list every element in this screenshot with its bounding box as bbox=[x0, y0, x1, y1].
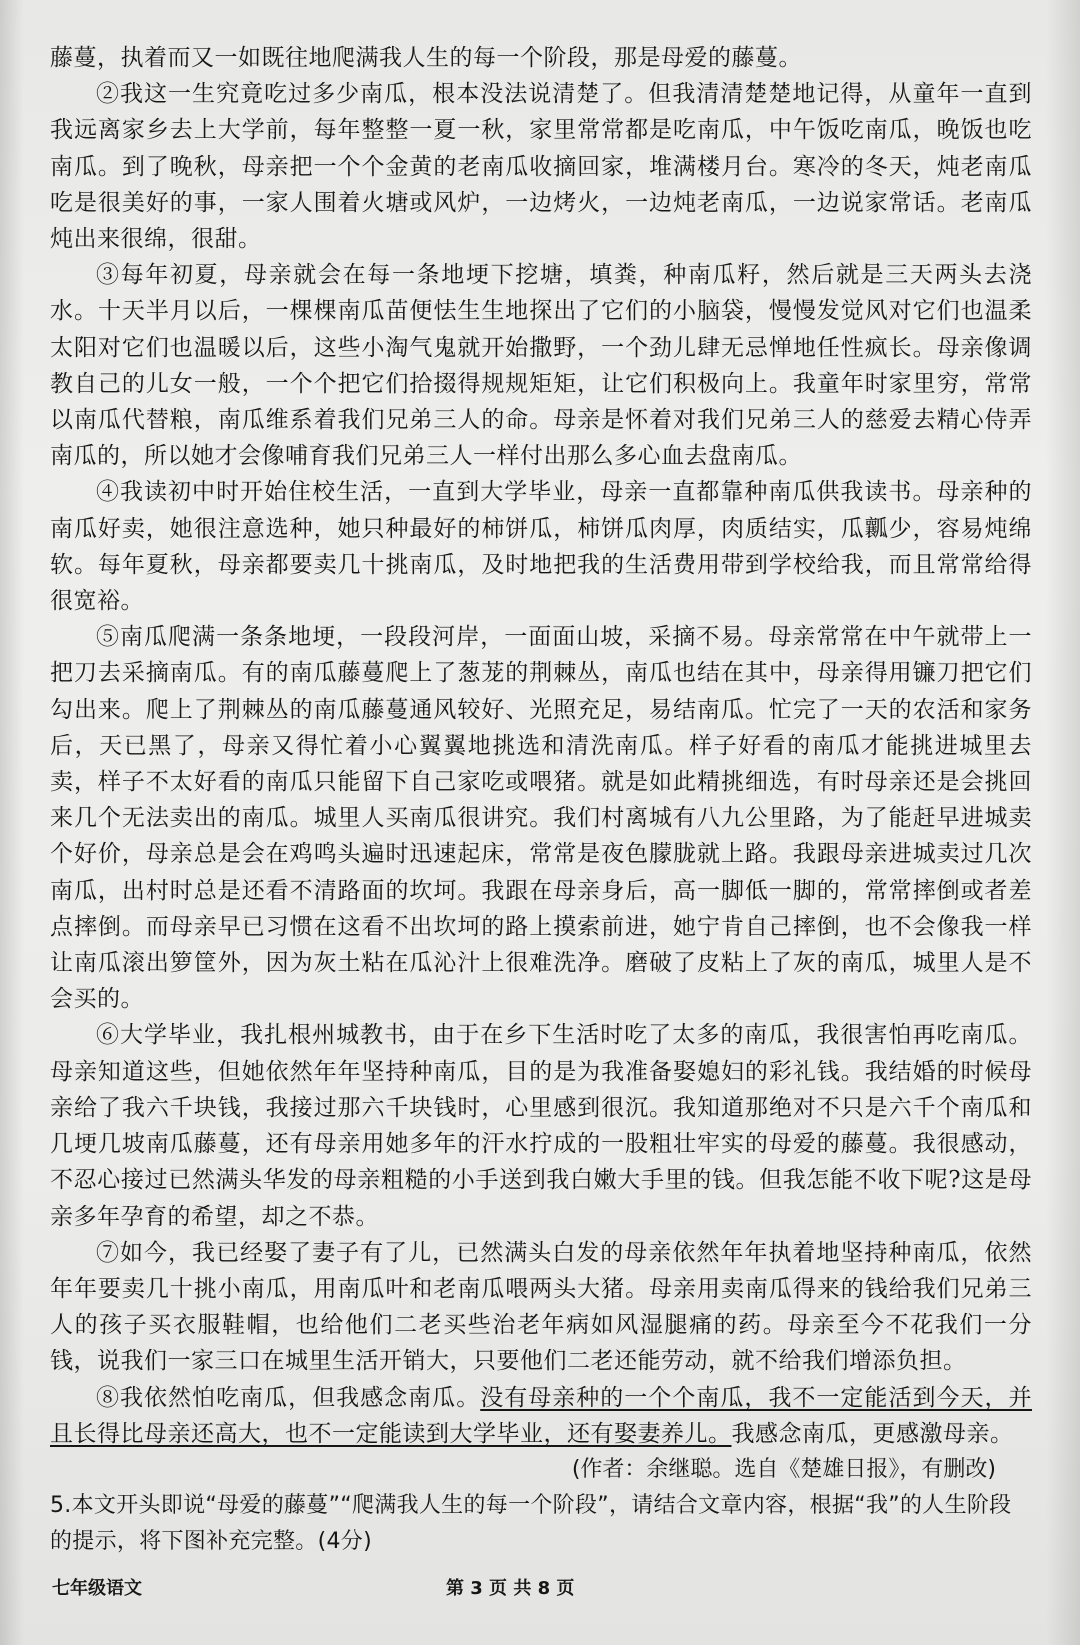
paragraph-8 bbox=[50, 1380, 1032, 1452]
paragraph-3: ③每年初夏，母亲就会在每一条地埂下挖塘，填粪，种南瓜籽，然后就是三天两头去浇水。十天半月以后，一棵棵南瓜苗便怯生生地探出了它们的小脑袋，慢慢发觉风对它们也温柔太阳对它们也温暖以后，这些小淘气鬼就开始撒野，一个劲儿肆无忌惮地任性疯长。母亲像调教自己的儿女一般，一个个把它们拾掇得规规矩矩，让它们积极向上。我童年时家里穷，常常以南瓜代替粮，南瓜维系着我们兄弟三人的命。母亲是怀着对我们兄弟三人的慈爱去精心侍弄南瓜的，所以她才会像哺育我们兄弟三人一样付出那么多心血去盘南瓜。 bbox=[50, 262, 1032, 470]
page-footer bbox=[0, 1574, 1080, 1604]
paragraph-6: ⑥大学毕业，我扎根州城教书，由于在乡下生活时吃了太多的南瓜，我很害怕再吃南瓜。母亲知道这些，但她依然年年坚持种南瓜，目的是为我准备娶媳妇的彩礼钱。我结婚的时候母亲给了我六千块钱，我接过那六千块钱时，心里感到很沉。我知道那绝对不只是六千个南瓜和几埂几坡南瓜藤蔓，还有母亲用她多年的汗水拧成的一股粗壮牢实的母爱的藤蔓。我很感动，不忍心接过已然满头华发的母亲粗糙的小手送到我白嫩大手里的钱。但我怎能不收下呢?这是母亲多年孕育的希望，却之不恭。 bbox=[50, 1022, 1032, 1230]
question-5: 5.本文开头即说“母爱的藤蔓”“爬满我人生的每一个阶段”，请结合文章内容，根据“我”的人生阶段的提示，将下图补充完整。(4分) bbox=[50, 1492, 1012, 1554]
footer-subject: 七年级语文 bbox=[52, 1578, 142, 1599]
paragraph-7: ⑦如今，我已经娶了妻子有了儿，已然满头白发的母亲依然年年执着地坚持种南瓜，依然年年要卖几十挑小南瓜，用南瓜叶和老南瓜喂两头大猪。母亲用卖南瓜得来的钱给我们兄弟三人的孩子买衣服鞋帽，也给他们二老买些治老年病如风湿腿痛的药。母亲至今不花我们一分钱，说我们一家三口在城里生活开销大，只要他们二老还能劳动，就不给我们增添负担。 bbox=[50, 1239, 1032, 1375]
paragraph-5: ⑤南瓜爬满一条条地埂，一段段河岸，一面面山坡，采摘不易。母亲常常在中午就带上一把刀去采摘南瓜。有的南瓜藤蔓爬上了葱茏的荆棘丛，南瓜也结在其中，母亲得用镰刀把它们勾出来。爬上了荆棘丛的南瓜藤蔓通风较好、光照充足，易结南瓜。忙完了一天的农活和家务后，天已黑了，母亲又得忙着小心翼翼地挑选和清洗南瓜。样子好看的南瓜才能挑进城里去卖，样子不太好看的南瓜只能留下自己家吃或喂猪。就是如此精挑细选，有时母亲还是会挑回来几个无法卖出的南瓜。城里人买南瓜很讲究。我们村离城有八九公里路，为了能赶早进城卖个好价，母亲总是会在鸡鸣头遍时迅速起床，常常是夜色朦胧就上路。我跟母亲进城卖过几次南瓜，出村时总是还看不清路面的坎坷。我跟在母亲身后，高一脚低一脚的，常常摔倒或者差点摔倒。而母亲早已习惯在这看不出坎坷的路上摸索前进，她宁肯自己摔倒，也不会像我一样让南瓜滚出箩筐外，因为灰土粘在瓜沁汁上很难洗净。磨破了皮粘上了灰的南瓜，城里人是不会买的。 bbox=[50, 624, 1032, 1013]
article-source: (作者：余继聪。选自《楚雄日报》，有删改) bbox=[571, 1456, 996, 1482]
paragraph-2: ②我这一生究竟吃过多少南瓜，根本没法说清楚了。但我清清楚楚地记得，从童年一直到我远离家乡去上大学前，每年整整一夏一秋，家里常常都是吃南瓜，中午饭吃南瓜，晚饭也吃南瓜。到了晚秋，母亲把一个个金黄的老南瓜收摘回家，堆满楼月台。寒冷的冬天，炖老南瓜吃是很美好的事，一家人围着火塘或风炉，一边烤火，一边炖老南瓜，一边说家常话。老南瓜炖出来很绵，很甜。 bbox=[50, 81, 1032, 253]
paragraph-1-continued: 藤蔓，执着而又一如既往地爬满我人生的每一个阶段，那是母爱的藤蔓。 bbox=[50, 45, 802, 71]
paragraph-4: ④我读初中时开始住校生活，一直到大学毕业，母亲一直都靠种南瓜供我读书。母亲种的南瓜好卖，她很注意选种，她只种最好的柿饼瓜，柿饼瓜肉厚，肉质结实，瓜瓤少，容易炖绵软。每年夏秋，母亲都要卖几十挑南瓜，及时地把我的生活费用带到学校给我，而且常常给得很宽裕。 bbox=[50, 479, 1032, 615]
paragraph-8-end: 我感念南瓜，更感激母亲。 bbox=[731, 1420, 1014, 1447]
article-body bbox=[50, 40, 1032, 1452]
paragraph-8-start: ⑧我依然怕吃南瓜，但我感念南瓜。 bbox=[96, 1384, 481, 1411]
underlined-sentence: 没有母亲种的一个个南瓜，我不一定能活到今天，并且长得比母亲还高大，也不一定能读到大学毕业，还有娶妻养儿。 bbox=[50, 1384, 1033, 1447]
footer-page-number: 第 3 页 共 8 页 bbox=[446, 1578, 575, 1599]
